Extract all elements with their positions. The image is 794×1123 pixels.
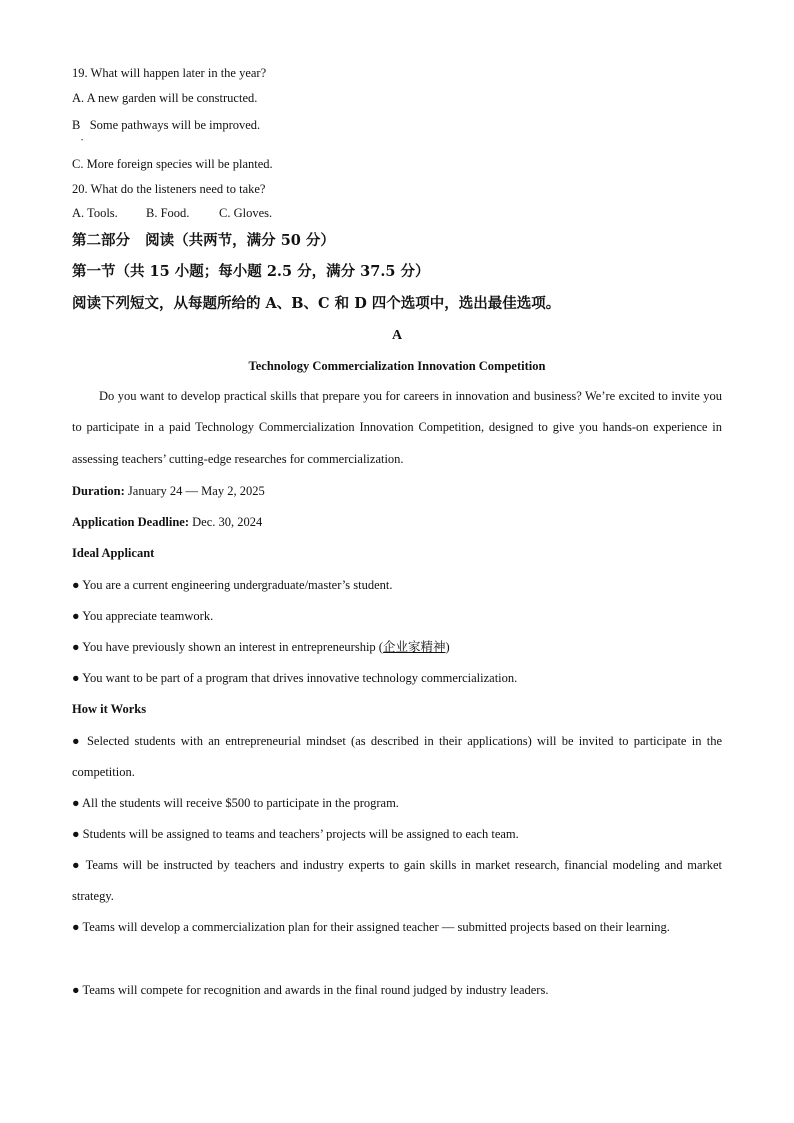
how-item-4: ● Teams will be instructed by teachers and industry experts to gain skills in market research, financial modeling and market strategy. xyxy=(72,858,722,904)
duration-label: Duration: xyxy=(72,484,125,498)
q19-option-b: B Some pathways will be improved. xyxy=(72,118,261,132)
q20-option-b: B. Food. xyxy=(146,206,190,220)
section1-heading: 第一节（共 15 小题；每小题 2.5 分，满分 37.5 分） xyxy=(72,263,430,280)
q19-option-a: A. A new garden will be constructed. xyxy=(72,91,258,105)
how-item-1: ● Selected students with an entrepreneurial mindset (as described in their applications) will be invited to participate in the competition. xyxy=(72,734,722,780)
ideal-item-3-post: ) xyxy=(445,640,450,654)
ideal-applicant-heading: Ideal Applicant xyxy=(72,546,155,560)
passage-title: Technology Commercialization Innovation Competition xyxy=(248,359,546,373)
how-item-3: ● Students will be assigned to teams and teachers’ projects will be assigned to each team. xyxy=(72,827,519,841)
q20-question: 20. What do the listeners need to take? xyxy=(72,182,266,196)
ideal-item-4: ● You want to be part of a program that drives innovative technology commercialization. xyxy=(72,671,518,685)
ideal-item-2: ● You appreciate teamwork. xyxy=(72,609,214,623)
how-item-5: ● Teams will develop a commercialization plan for their assigned teacher — submitted projects based on their learning. xyxy=(72,920,670,934)
how-item-6: ● Teams will compete for recognition and awards in the final round judged by industry leaders. xyxy=(72,983,549,997)
intro-paragraph xyxy=(72,381,722,475)
ideal-item-3-chinese: 企业家精神 xyxy=(382,639,446,654)
q19-option-c: C. More foreign species will be planted. xyxy=(72,157,273,171)
q20-option-c: C. Gloves. xyxy=(219,206,273,220)
duration-line xyxy=(72,483,265,499)
how-item-2: ● All the students will receive $500 to participate in the program. xyxy=(72,796,399,810)
passage-letter: A xyxy=(391,328,403,343)
deadline-value: Dec. 30, 2024 xyxy=(189,515,263,529)
part2-heading: 第二部分 阅读（共两节，满分 50 分） xyxy=(72,232,335,249)
deadline-line xyxy=(72,514,262,530)
how-it-works-heading: How it Works xyxy=(72,702,147,716)
reading-instruction: 阅读下列短文，从每题所给的 A、B、C 和 D 四个选项中，选出最佳选项。 xyxy=(72,295,561,312)
duration-value: January 24 — May 2, 2025 xyxy=(124,484,265,498)
ideal-item-3 xyxy=(72,639,450,655)
deadline-label: Application Deadline: xyxy=(72,515,190,529)
q20-option-a: A. Tools. xyxy=(72,206,118,220)
q20-options xyxy=(72,205,272,221)
q19-question: 19. What will happen later in the year? xyxy=(72,66,267,80)
stray-dot: • xyxy=(81,138,84,144)
ideal-item-3-pre: ● You have previously shown an interest in entrepreneurship ( xyxy=(72,640,383,654)
ideal-item-1: ● You are a current engineering undergraduate/master’s student. xyxy=(72,578,393,592)
intro-text: Do you want to develop practical skills that prepare you for careers in innovation and business? We’re excited to invite you to participate in a paid Technology Commercialization Innovation Competition, designed to give you hands-on experience in assessing teachers’ cutting-edge researches for commercialization. xyxy=(72,389,722,466)
